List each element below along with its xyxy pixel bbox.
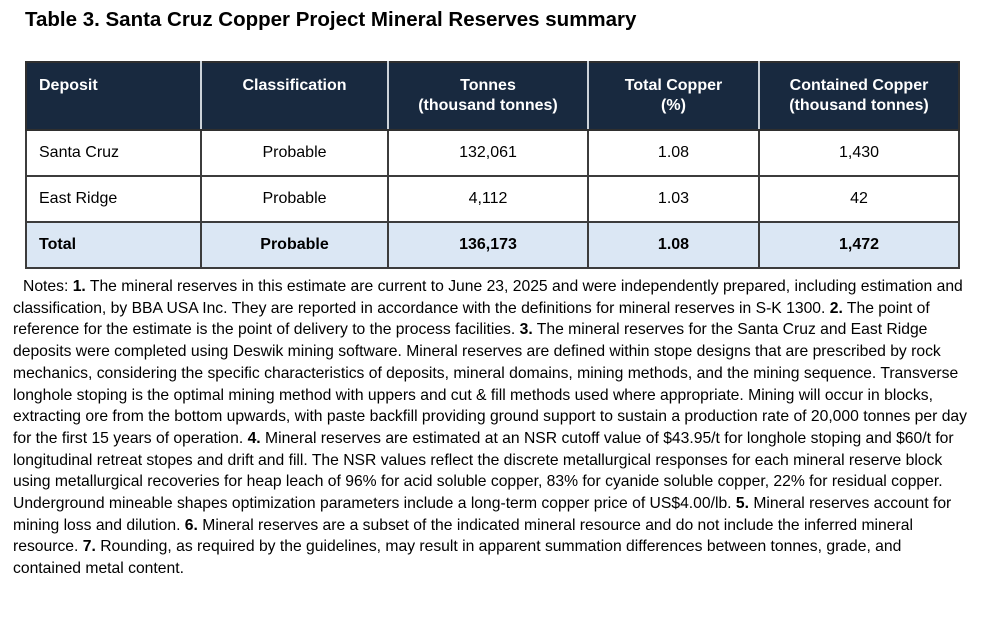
table-cell-classification: Probable — [201, 176, 388, 222]
column-header-deposit: Deposit — [26, 62, 201, 130]
note-text: Mineral reserves are a subset of the indicated mineral resource and do not include the inferred mineral resource. — [13, 516, 913, 556]
table-cell-tonnes: 4,112 — [388, 176, 588, 222]
note-number: 6. — [184, 516, 198, 534]
note-number: 3. — [519, 321, 533, 339]
document-page — [0, 8, 1000, 635]
table-cell-total-copper: 1.08 — [588, 130, 759, 176]
mineral-reserves-table — [25, 61, 960, 269]
note-number: 7. — [82, 538, 96, 556]
table-title: Table 3. Santa Cruz Copper Project Mineral Reserves summary — [25, 8, 637, 31]
column-header-classification: Classification — [201, 62, 388, 130]
table-cell-classification: Probable — [201, 130, 388, 176]
table-notes — [13, 276, 968, 580]
table-cell-tonnes: 132,061 — [388, 130, 588, 176]
note-text: Notes: — [23, 278, 73, 295]
note-number: 4. — [247, 429, 261, 447]
table-cell-total-copper: 1.03 — [588, 176, 759, 222]
table-cell-deposit: East Ridge — [26, 176, 201, 222]
note-text: Mineral reserves account for mining loss and dilution. — [13, 495, 952, 534]
note-text: Mineral reserves are estimated at an NSR cutoff value of $43.95/t for longhole stoping and $60/t for longitudinal retreat stopes and drift and fill. The NSR values reflect the discrete metallurgical responses for each mineral reserve block using metallurgical recoveries for heap leach of 96% for acid soluble copper, 83% for cyanide soluble copper, 22% for residual copper. Underground mineable shapes optimization parameters include a long-term copper price of US$4.00/lb. — [13, 429, 954, 513]
note-number: 2. — [829, 299, 843, 317]
table-cell-deposit: Total — [26, 222, 201, 268]
table-cell-classification: Probable — [201, 222, 388, 268]
note-text: The mineral reserves in this estimate are current to June 23, 2025 and were independently prepared, including estimation and classification, by BBA USA Inc. They are reported in accordance with the definitions for mineral reserves in S-K 1300. — [13, 278, 963, 317]
note-text: The point of reference for the estimate is the point of delivery to the process facilities. — [13, 299, 930, 339]
table-body — [26, 130, 959, 268]
note-text: Rounding, as required by the guidelines, may result in apparent summation differences between tonnes, grade, and contained metal content. — [13, 538, 902, 578]
table-cell-total-copper: 1.08 — [588, 222, 759, 268]
table-cell-contained-copper: 1,430 — [759, 130, 959, 176]
column-header-tonnes: Tonnes (thousand tonnes) — [388, 62, 588, 130]
table-row-total — [26, 222, 959, 268]
table-header — [26, 62, 959, 130]
note-text: The mineral reserves for the Santa Cruz and East Ridge deposits were completed using Deswik mining software. Mineral reserves are defined within stope designs that are prescribed by rock mechanics, considering the specific characteristics of deposits, mineral domains, mining methods, and the mining sequence. Transverse longhole stoping is the optimal mining method with uppers and cut & fill methods used where appropriate. Mining will occur in blocks, extracting ore from the bottom upwards, with paste backfill providing ground support to sustain a production rate of 20,000 tonnes per day for the first 15 years of operation. — [13, 321, 968, 447]
column-header-contained-copper: Contained Copper (thousand tonnes) — [759, 62, 959, 130]
table-cell-contained-copper: 42 — [759, 176, 959, 222]
table-cell-tonnes: 136,173 — [388, 222, 588, 268]
table-row — [26, 130, 959, 176]
table-cell-deposit: Santa Cruz — [26, 130, 201, 176]
note-number: 5. — [735, 495, 749, 513]
table-row — [26, 176, 959, 222]
header-row — [26, 62, 959, 130]
note-number: 1. — [72, 278, 86, 295]
table-cell-contained-copper: 1,472 — [759, 222, 959, 268]
column-header-total-copper: Total Copper (%) — [588, 62, 759, 130]
